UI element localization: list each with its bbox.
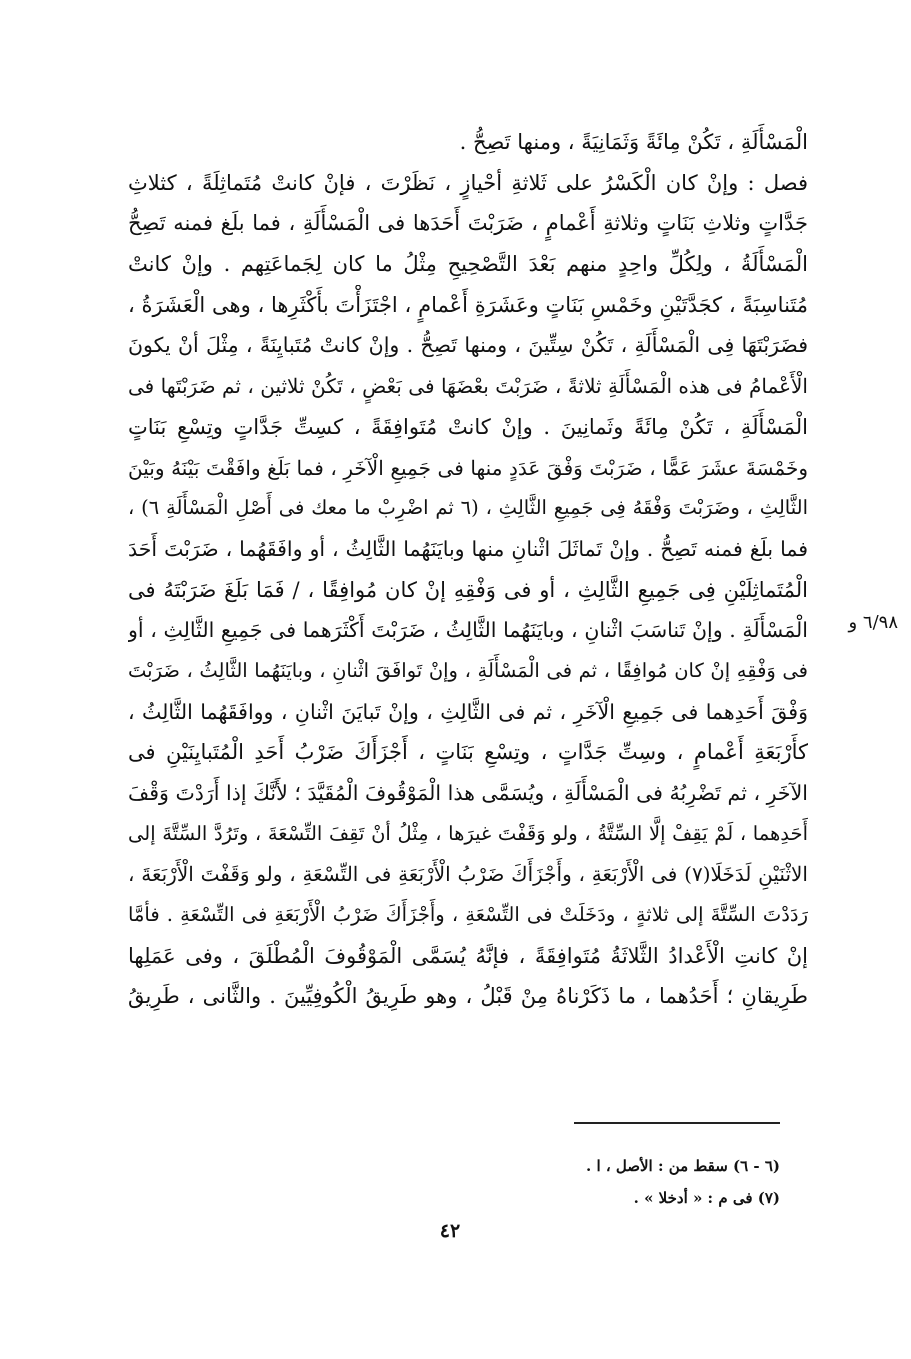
text-line-2: فصل : وإنْ كان الْكَسْرُ على ثَلاثةِ أحْيازٍ ، نَظَرْتَ ، فإنْ كانتْ مُتَماثِلَةً ، كثلاثِ [128,170,808,195]
margin-folio-note: ٦/٩٨ و [848,612,898,633]
text-line-4: الْمَسْأَلَةُ ، ولِكُلِّ واحِدٍ منهم بَعْدَ التَّصْحِيحِ مِثْلُ ما كان لِجَماعَتِهم . وإنْ كانتْ [128,252,808,277]
text-line-22: طَرِيقانِ ؛ أَحَدُهما ، ما ذَكَرْناهُ مِنْ قَبْلُ ، وهو طَرِيقُ الْكُوفِيِّينَ . والثَّانى ، طَرِيقُ [128,984,808,1009]
main-text-block [128,122,808,1017]
text-line-18: أَحَدِهما ، لَمْ يَقِفْ إلَّا السِّتَّةُ ، ولو وَقَفْتَ غيرَها ، مِثْلُ أنْ تَقِفَ التِّسْعَةَ ، وتَرُدَّ السِّتَّةَ إلى [128,821,808,845]
text-line-19: الاثْنَيْنِ لَدَخَلَا(٧) فى الْأَرْبَعَةِ ، وأَجْزَأَكَ ضَرْبُ الْأَرْبَعَةِ فى التِّسْعَةِ ، ولو وَقَفْتَ الْأَرْبَعَةَ ، [128,862,808,887]
text-line-3: جَدَّاتٍ وثلاثِ بَنَاتٍ وثلاثةِ أَعْمامٍ ، ضَرَبْتَ أَحَدَها فى الْمَسْأَلَةِ ، فما بلَغ فمنه تَصِحُّ [128,211,808,236]
text-line-1: الْمَسْأَلَةِ ، تَكُنْ مِائَةً وَثَمَانِيَةً ، ومنها تَصِحُّ . [459,130,808,154]
text-line-6: فضَرَبْتَهَا فِى الْمَسْأَلَةِ ، تَكُنْ سِتِّينَ ، ومنها تَصِحُّ . وإنْ كانتْ مُتَبايِنَةً ، مِثْلَ أنْ يكونَ [128,333,808,358]
text-line-16: كأَرْبَعَةِ أَعْمامٍ ، وسِتِّ جَدَّاتٍ ، وتِسْعِ بَنَاتٍ ، أَجْزَأَكَ ضَرْبُ أَحَدِ الْمُتَبايِنَيْنِ فى [128,740,808,765]
footnote-6: (٦ - ٦) سقط من : الأصل ، ا . [586,1157,780,1175]
text-line-9: وخَمْسَةَ عشَرَ عَمًّا ، ضَرَبْتَ وَفْقَ عَدَدٍ منها فى جَمِيعِ الْآخَرِ ، فما بَلَغ وافَقْتَ بَيْنَهُ وبَيْنَ [128,455,808,480]
text-line-8: الْمَسْأَلَةِ ، تَكُنْ مِائَةً وثَمانِينَ . وإنْ كانتْ مُتَوافِقَةً ، كسِتِّ جَدَّاتٍ وتِسْعِ بَنَاتٍ [128,414,808,439]
text-line-12: الْمُتَماثِلَيْنِ فِى جَمِيعِ الثَّالِثِ ، أو فى وَفْقِهِ إنْ كان مُوافِقًا ، / فَمَا بَلَغَ ضَرَبْتَهُ فى [128,577,808,602]
footnotes-block [480,1150,780,1214]
footnote-7: (٧) فى م : « أدخلا » . [633,1189,780,1207]
text-line-5: مُتَناسِبَةً ، كجَدَّتَيْنِ وخَمْسِ بَنَاتٍ وعَشَرَةِ أَعْمامٍ ، اجْتَزَأْتَ بأَكْثَرِها ، وهى الْعَشَرَةُ ، [128,292,808,317]
text-line-7: الْأَعْمامُ فى هذه الْمَسْأَلَةِ ثلاثةً ، ضَرَبْتَ بعْضَهَا فى بَعْضٍ ، تَكُنْ ثلاثين ، ثم ضَرَبْتَها فى [128,374,808,399]
text-line-17: الآخَرِ ، ثم تَضْرِبُهُ فى الْمَسْأَلَةِ ، ويُسَمَّى هذا الْمَوْقُوفَ الْمُقَيَّدَ ؛ لأَنَّكَ إذا أَرَدْتَ وَقْفَ [128,781,808,805]
text-line-20: رَدَدْتَ السِّتَّةَ إلى ثلاثةٍ ، ودَخَلَتْ فى التِّسْعَةِ ، وأَجْزَأَكَ ضَرْبُ الْأَرْبَعَةِ فى التِّسْعَةِ . فأمَّا [128,903,808,927]
text-line-11: فما بلَغ فمنه تَصِحُّ . وإنْ تَماثَلَ اثْنانِ منها وبايَنَهُما الثَّالِثُ ، أو وافَقَهُما ، ضَرَبْتَ أَحَدَ [128,536,808,561]
page-number: ٤٢ [439,1220,461,1242]
text-line-13: الْمَسْأَلَةِ . وإنْ تَناسَبَ اثْنانِ ، وبايَنَهُما الثَّالِثُ ، ضَرَبْتَ أَكْثَرَهما فى جَمِيعِ الثَّالِثِ ، أو [128,618,808,643]
text-line-10: الثَّالِثِ ، وضَرَبْتَ وَفْقَهُ فِى جَمِيعِ الثَّالِثِ ، (٦ ثم اضْرِبْ ما معك فى أَصْلِ الْمَسْأَلَةِ ٦) ، [128,496,808,520]
footnote-separator [574,1122,780,1124]
text-line-15: وَفْقَ أَحَدِهما فى جَمِيعِ الْآخَرِ ، ثم فى الثَّالِثِ ، وإنْ تَبايَنَ اثْنانِ ، ووافَقَهُما الثَّالِثُ ، [128,699,808,724]
text-line-14: فى وَفْقِهِ إنْ كان مُوافِقًا ، ثم فى الْمَسْأَلَةِ ، وإنْ تَوافَقَ اثْنانِ ، وبايَنَهُما الثَّالِثُ ، ضَرَبْتَ [128,658,808,682]
text-line-21: إنْ كانتِ الْأَعْدادُ الثَّلاثَةُ مُتَوافِقَةً ، فإنَّهُ يُسَمَّى الْمَوْقُوفَ الْمُطْلَقَ ، وفى عَمَلِها [128,943,808,968]
